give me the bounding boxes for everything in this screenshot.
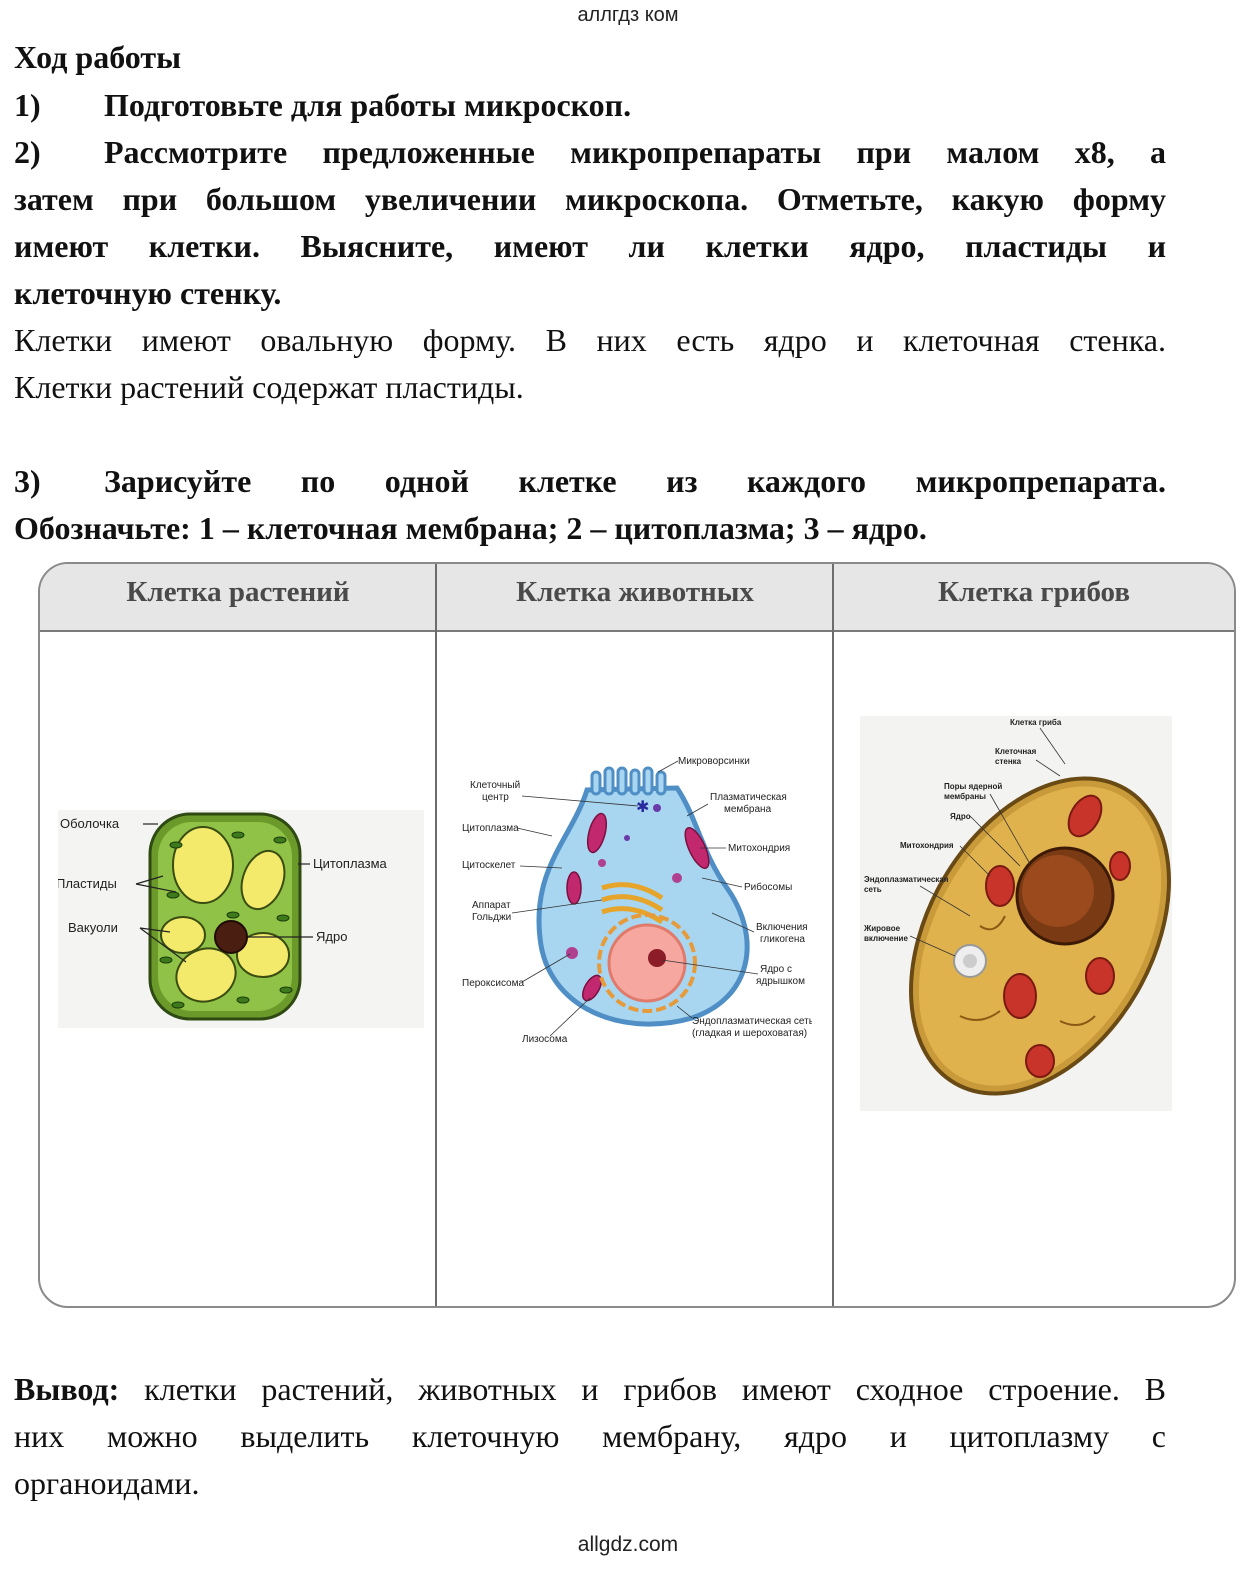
column-divider-2 [832, 564, 834, 1306]
conclusion [14, 1366, 1166, 1507]
svg-text:✱: ✱ [636, 799, 650, 816]
step-3-line1 [14, 458, 1166, 505]
plant-label-cytoplasm: Цитоплазма [313, 856, 387, 871]
animal-label-microvilli: Микроворсинки [678, 756, 750, 767]
step-2-number: 2) [14, 134, 41, 170]
fungus-label-er-1: Эндоплазматическая [864, 875, 949, 884]
header-animal-cell: Клетка животных [516, 576, 754, 608]
animal-label-center-1: Клеточный [470, 780, 521, 791]
fungus-label-pores-2: мембраны [944, 792, 987, 801]
fungus-label-fat-2: включение [864, 934, 908, 943]
conclusion-label: Вывод: [14, 1371, 120, 1407]
animal-label-ribosomes: Рибосомы [744, 882, 793, 893]
plant-label-nucleus: Ядро [316, 929, 348, 944]
header-plant-cell: Клетка растений [126, 576, 350, 608]
fungus-label-pores-1: Поры ядерной [944, 782, 1003, 791]
animal-label-nucleus-1: Ядро с [760, 964, 792, 975]
fungus-cell-illustration [860, 716, 1172, 1116]
plant-cell-illustration [58, 810, 424, 1033]
conclusion-line1 [14, 1366, 1166, 1413]
fungus-label-wall-1: Клеточная [995, 747, 1037, 756]
watermark-bottom: allgdz.com [577, 1533, 679, 1556]
animal-label-golgi-2: Гольджи [472, 912, 512, 923]
animal-label-cytoskeleton: Цитоскелет [462, 860, 516, 871]
header-fungus-cell: Клетка грибов [938, 576, 1130, 608]
answer-2-line1: Клетки имеют овальную форму. В них есть ядро и клеточная стенка. [14, 322, 1166, 358]
fungus-label-er-2: сеть [864, 885, 882, 894]
fungus-label-nucleus: Ядро [950, 812, 971, 821]
fungus-label-fat-1: Жировое [864, 924, 901, 933]
step-2 [14, 129, 1166, 317]
animal-label-center-2: центр [482, 792, 509, 803]
conclusion-line2: них можно выделить клеточную мембрану, ядро и цитоплазму с [14, 1418, 1166, 1454]
animal-cell-illustration [462, 748, 812, 1053]
animal-label-er-1: Эндоплазматическая сеть [692, 1016, 812, 1027]
section-heading: Ход работы [14, 39, 182, 75]
step-2-line3: имеют клетки. Выясните, имеют ли клетки ядро, пластиды и [14, 228, 1166, 264]
step-3-line1-text: Зарисуйте по одной клетке из каждого микропрепарата. [104, 463, 1166, 499]
animal-label-membrane-2: мембрана [724, 804, 772, 815]
conclusion-line3: органоидами. [14, 1465, 200, 1501]
animal-label-peroxisome: Пероксисома [462, 978, 525, 989]
fungus-label-mitochondria: Митохондрия [900, 841, 954, 850]
column-divider-1 [435, 564, 437, 1306]
step-2-line2: затем при большом увеличении микроскопа. Отметьте, какую форму [14, 181, 1166, 217]
animal-label-golgi-1: Аппарат [472, 900, 511, 911]
conclusion-line1-text: клетки растений, животных и грибов имеют сходное строение. В [144, 1371, 1167, 1407]
animal-label-mitochondria: Митохондрия [728, 843, 791, 854]
plant-label-plastids: Пластиды [58, 876, 117, 891]
step-2-line4: клеточную стенку. [14, 275, 282, 311]
step-1-number: 1) [14, 87, 41, 123]
animal-label-nucleus-2: ядрышком [756, 976, 805, 987]
plant-label-shell: Оболочка [60, 816, 120, 831]
animal-label-glycogen-1: Включения [756, 922, 808, 933]
step-3-number: 3) [14, 463, 41, 499]
watermark-top: аллгдз ком [577, 4, 679, 26]
fungus-label-wall-2: стенка [995, 757, 1022, 766]
step-2-line1 [14, 129, 1166, 176]
step-1 [14, 82, 1166, 129]
step-1-text: Подготовьте для работы микроскоп. [104, 87, 632, 123]
animal-label-er-2: (гладкая и шероховатая) [692, 1028, 808, 1039]
cells-table [38, 562, 1236, 1308]
answer-2 [14, 317, 1166, 411]
animal-label-membrane-1: Плазматическая [710, 792, 787, 803]
animal-label-cytoplasm: Цитоплазма [462, 823, 519, 834]
step-2-line1-text: Рассмотрите предложенные микропрепараты при малом х8, а [104, 134, 1166, 170]
answer-2-line2: Клетки растений содержат пластиды. [14, 369, 524, 405]
plant-label-vacuoles: Вакуоли [68, 920, 118, 935]
step-3-line2: Обозначьте: 1 – клеточная мембрана; 2 – цитоплазма; 3 – ядро. [14, 510, 927, 546]
animal-label-lysosome: Лизосома [522, 1034, 568, 1045]
fungus-label-cell: Клетка гриба [1010, 718, 1062, 727]
animal-label-glycogen-2: гликогена [760, 934, 805, 945]
step-3 [14, 458, 1166, 552]
